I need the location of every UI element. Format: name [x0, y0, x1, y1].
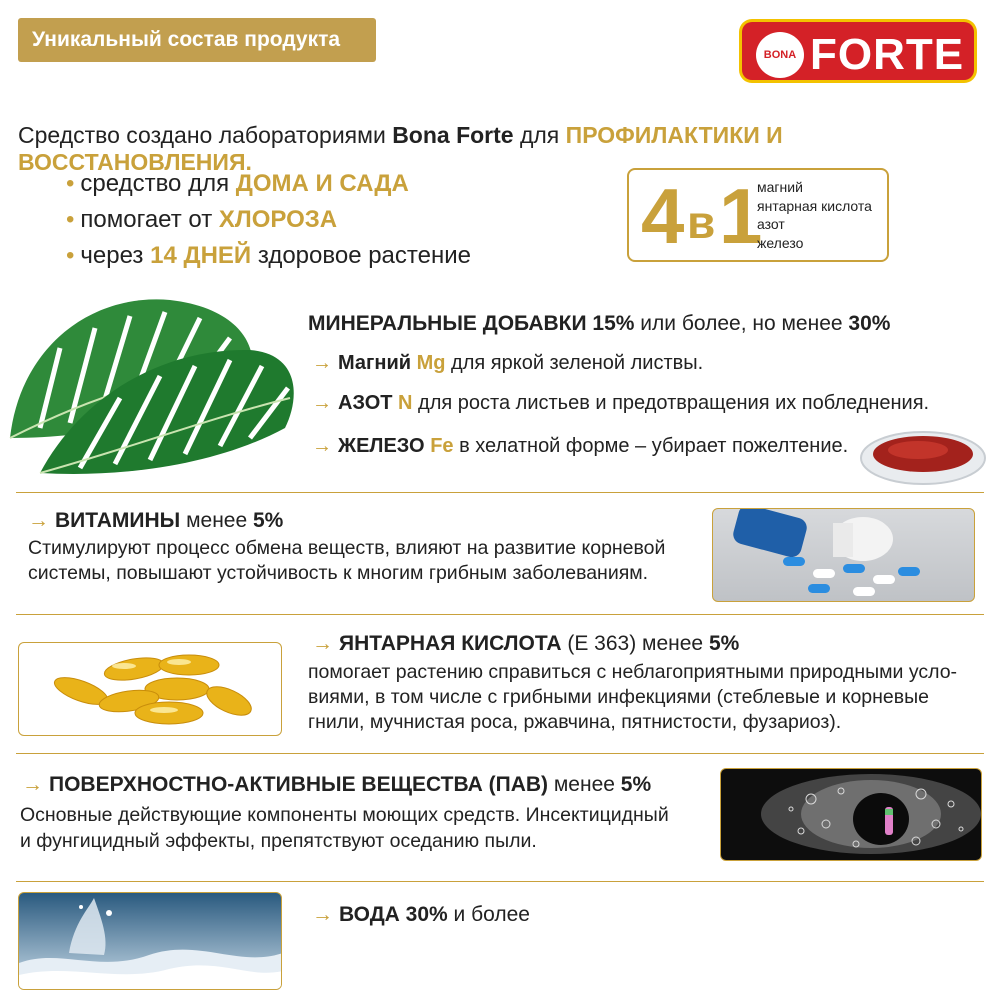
iron-powder-dish-image [858, 418, 988, 490]
mineral-item-magnesium [312, 352, 703, 375]
succinic-code: (Е 363) [561, 632, 637, 655]
water-post: и более [447, 903, 530, 926]
bullet-dot-icon: • [66, 206, 75, 233]
mineral-name: АЗОТ [338, 392, 393, 414]
mineral-item-iron [312, 435, 848, 458]
arrow-right-icon: → [312, 392, 332, 414]
header-badge: Уникальный состав продукта [18, 18, 376, 62]
one-number: 1 [719, 172, 763, 260]
succinic-title [312, 632, 739, 656]
surfactants-title [22, 773, 651, 797]
bullet-post: здоровое растение [251, 242, 471, 269]
bullet-pre: через [80, 242, 151, 269]
logo-background [742, 22, 974, 80]
pills-image [713, 509, 975, 602]
succinic-desc-line3: гнили, мучнистая роса, ржавчина, пятнистости, фузариоз). [308, 711, 842, 733]
mineral-desc: для роста листьев и предотвращения их побледнения. [412, 392, 930, 414]
four-number: 4 [641, 172, 685, 260]
mineral-name: ЖЕЛЕЗО [338, 435, 425, 457]
bullet-item [66, 242, 471, 270]
mineral-symbol: Mg [416, 352, 446, 374]
four-in-one-list [757, 178, 872, 252]
succinic-desc-line2: виями, в том числе с грибными инфекциями (стеблевые и корневые [308, 686, 929, 708]
arrow-right-icon: → [312, 632, 333, 655]
mineral-desc: в хелатной форме – убирает пожелтение. [453, 435, 849, 457]
water-title [312, 903, 530, 927]
bullet-highlight: 14 ДНЕЙ [150, 242, 252, 269]
foam-photo [720, 768, 982, 861]
water-splash-image [19, 893, 282, 990]
pills-photo [712, 508, 975, 602]
minerals-pct1: 15% [592, 312, 635, 335]
succinic-title-text: ЯНТАРНАЯ КИСЛОТА [339, 632, 562, 655]
bullet-dot-icon: • [66, 242, 75, 269]
water-pct: 30% [405, 903, 448, 926]
bullet-pre: помогает от [80, 206, 219, 233]
surfactants-title-text: ПОВЕРХНОСТНО-АКТИВНЫЕ ВЕЩЕСТВА (ПАВ) [49, 773, 549, 796]
intro-part2: для [513, 122, 566, 148]
section-divider [16, 492, 984, 493]
mineral-item-nitrogen [312, 392, 929, 415]
succinic-pct: 5% [708, 632, 740, 655]
foam-image [721, 769, 982, 861]
monstera-leaves-image [0, 288, 300, 484]
vitamins-desc-line1: Стимулируют процесс обмена веществ, влияют на развитие корневой [28, 537, 666, 559]
intro-highlight: ПРОФИЛАКТИКИ И ВОССТАНОВЛЕНИЯ. [18, 122, 783, 175]
arrow-right-icon: → [312, 903, 333, 926]
arrow-right-icon: → [28, 509, 49, 532]
bullet-highlight: ДОМА И САДА [235, 170, 409, 197]
vitamins-title-text: ВИТАМИНЫ [55, 509, 181, 532]
mineral-symbol: N [398, 392, 413, 414]
intro-brand: Bona Forte [392, 122, 514, 148]
section-divider [16, 614, 984, 615]
mineral-desc: для яркой зеленой листвы. [445, 352, 704, 374]
section-divider [16, 753, 984, 754]
minerals-mid: или более, но менее [634, 312, 849, 335]
surfactants-mid: менее [548, 773, 621, 796]
succinic-desc-line1: помогает растению справиться с неблагоприятными природными усло- [308, 661, 958, 683]
vitamins-title [28, 509, 283, 533]
bona-forte-logo [736, 18, 980, 84]
four-in-one-item: магний [757, 179, 803, 195]
capsules-image [19, 643, 282, 736]
capsules-photo [18, 642, 282, 736]
mineral-symbol: Fe [430, 435, 454, 457]
arrow-right-icon: → [22, 773, 43, 796]
four-in-one-letter: в [687, 196, 716, 248]
bullet-highlight: ХЛОРОЗА [218, 206, 338, 233]
four-in-one-item: азот [757, 216, 785, 232]
succinic-mid: менее [636, 632, 709, 655]
vitamins-desc-line2: системы, повышают устойчивость к многим грибным заболеваниям. [28, 562, 649, 584]
vitamins-mid: менее [180, 509, 253, 532]
logo-bona-circle: BONA [756, 32, 804, 78]
vitamins-pct: 5% [253, 509, 284, 532]
mineral-name: Магний [338, 352, 412, 374]
water-photo [18, 892, 282, 990]
arrow-right-icon: → [312, 352, 332, 374]
section-divider [16, 881, 984, 882]
minerals-pct2: 30% [848, 312, 891, 335]
bullet-item [66, 206, 337, 234]
intro-part1: Средство создано лабораториями [18, 122, 393, 148]
logo-forte-text: FORTE [810, 30, 965, 79]
bullet-dot-icon: • [66, 170, 75, 197]
four-in-one-item: янтарная кислота [757, 197, 872, 214]
surfactants-desc-line2: и фунгицидный эффекты, препятствуют оседанию пыли. [20, 830, 537, 852]
surfactants-desc-line1: Основные действующие компоненты моющих средств. Инсектицидный [20, 804, 669, 826]
four-in-one-box [627, 168, 889, 262]
four-in-one-item: железо [757, 234, 804, 251]
bullet-pre: средство для [80, 170, 236, 197]
surfactants-pct: 5% [620, 773, 652, 796]
minerals-title-text: МИНЕРАЛЬНЫЕ ДОБАВКИ [308, 312, 587, 335]
arrow-right-icon: → [312, 435, 332, 457]
water-title-text: ВОДА [339, 903, 400, 926]
minerals-title [308, 312, 890, 336]
bullet-item [66, 170, 409, 198]
